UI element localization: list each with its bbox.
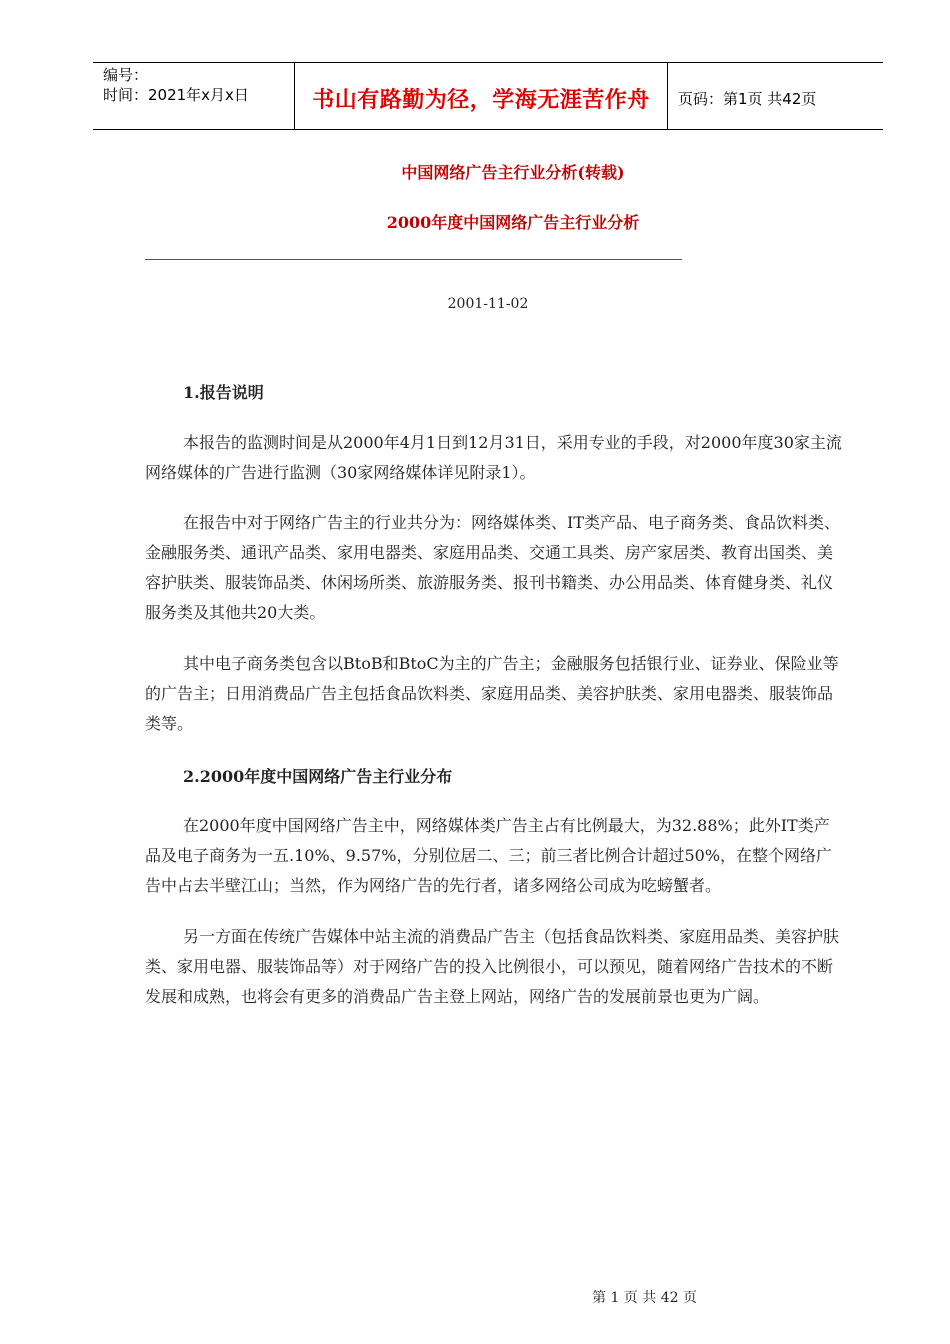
paragraph: 本报告的监测时间是从2000年4月1日到12月31日，采用专业的手段，对2000年度30家主流网络媒体的广告进行监测（30家网络媒体详见附录1）。: [145, 433, 842, 482]
code-label: 编号：: [103, 66, 149, 84]
section-heading: 2.2000年度中国网络广告主行业分布: [183, 767, 453, 786]
section-heading: 1.报告说明: [183, 383, 264, 402]
header-motto: 书山有路勤为径，学海无涯苦作舟: [312, 88, 650, 113]
header-page-number: 页码：第1页 共42页: [678, 90, 817, 108]
page-footer: 第 1 页 共 42 页: [592, 1290, 697, 1306]
document-header: [93, 62, 883, 130]
paragraph: 另一方面在传统广告媒体中站主流的消费品广告主（包括食品饮料类、家庭用品类、美容护肤类、家用电器、服装饰品等）对于网络广告的投入比例很小，可以预见，随着网络广告技术的不断发展和成熟，也将会有更多的消费品广告主登上网站，网络广告的发展前景也更为广阔。: [145, 927, 840, 1006]
document-subtitle: 2000年度中国网络广告主行业分析: [386, 213, 640, 232]
document-title: 中国网络广告主行业分析(转载): [401, 163, 625, 182]
paragraph: 在2000年度中国网络广告主中，网络媒体类广告主占有比例最大，为32.88%；此外IT类产品及电子商务为一五.10%、9.57%，分别位居二、三；前三者比例合计超过50%，在整个网络广告中占去半壁江山；当然，作为网络广告的先行者，诸多网络公司成为吃螃蟹者。: [145, 816, 833, 895]
paragraph: 在报告中对于网络广告主的行业共分为：网络媒体类、IT类产品、电子商务类、食品饮料类、金融服务类、通讯产品类、家用电器类、家庭用品类、交通工具类、房产家居类、教育出国类、美容护肤类、服装饰品类、休闲场所类、旅游服务类、报刊书籍类、办公用品类、体育健身类、礼仪服务类及其他共20大类。: [145, 513, 840, 622]
time-label: 时间：2021年x月x日: [103, 86, 249, 104]
header-meta: [103, 65, 249, 105]
header-divider: [667, 63, 668, 129]
paragraph: 其中电子商务类包含以BtoB和BtoC为主的广告主；金融服务包括银行业、证券业、保险业等的广告主；日用消费品广告主包括食品饮料类、家庭用品类、美容护肤类、家用电器类、服装饰品类等。: [145, 654, 839, 733]
title-divider: [145, 259, 682, 260]
document-date: 2001-11-02: [447, 296, 529, 312]
